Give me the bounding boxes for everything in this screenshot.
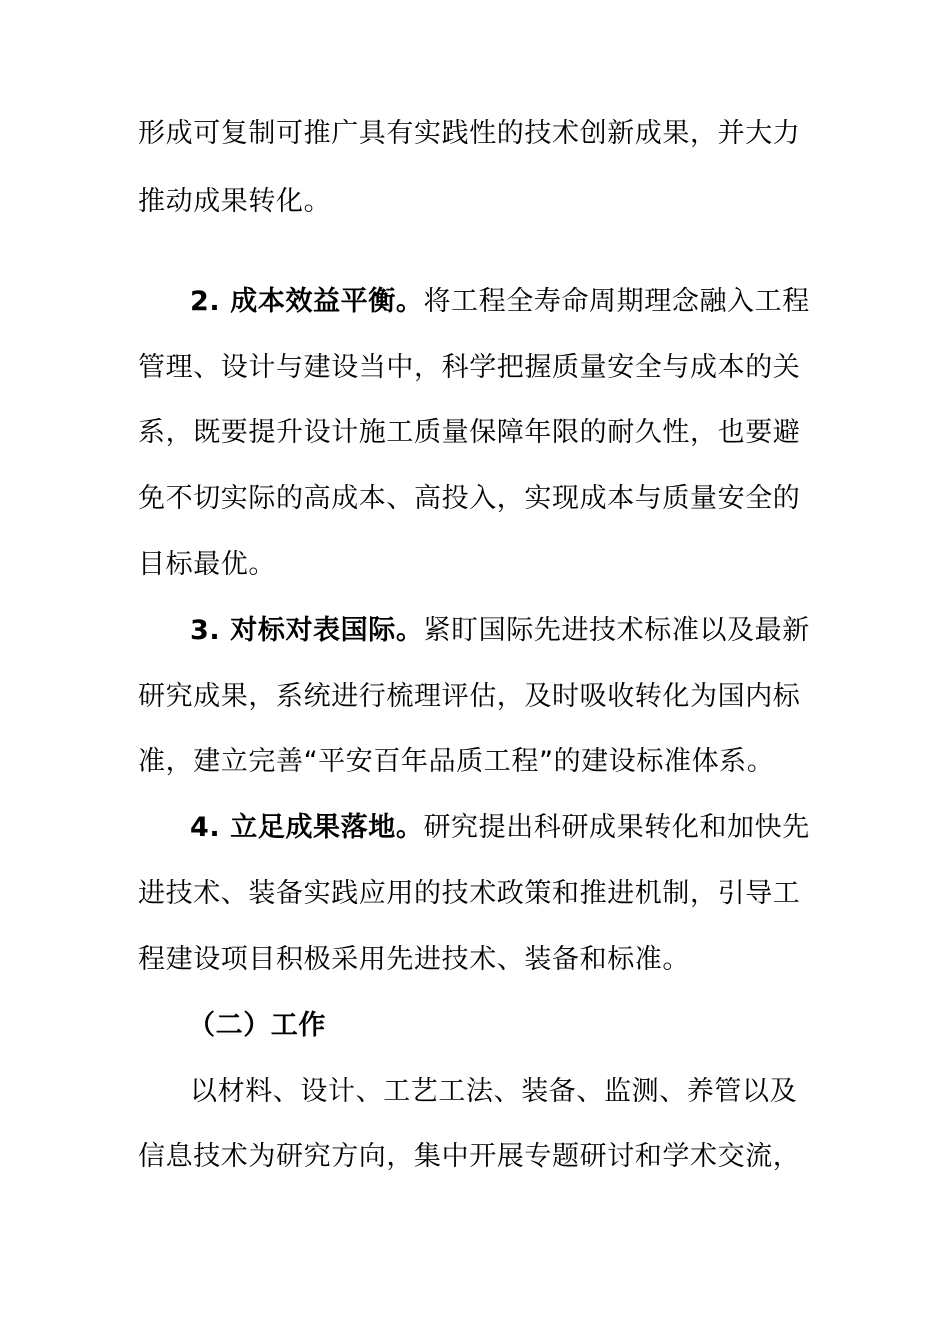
item-2-text: 将工程全寿命周期理念融入工程 (423, 286, 810, 317)
item-4-line-2: 进技术、装备实践应用的技术政策和推进机制，引导工 (138, 878, 801, 909)
intro-line-2: 推动成果转化。 (138, 186, 332, 217)
item-2-title: 2. 成本效益平衡。 (190, 286, 424, 317)
item-2-line-1 (190, 285, 810, 319)
section-2-heading: （二）工作 (188, 1010, 326, 1041)
item-4-title: 4. 立足成果落地。 (190, 812, 424, 843)
item-2-line-4: 免不切实际的高成本、高投入，实现成本与质量安全的 (138, 483, 801, 514)
item-3-line-3: 准，建立完善“平安百年品质工程”的建设标准体系。 (138, 746, 775, 777)
item-3-line-2: 研究成果，系统进行梳理评估，及时吸收转化为国内标 (138, 681, 801, 712)
section-2-line-2: 信息技术为研究方向，集中开展专题研讨和学术交流， (138, 1141, 801, 1172)
item-4-line-3: 程建设项目积极采用先进技术、装备和标准。 (138, 944, 690, 975)
item-3-line-1 (190, 614, 810, 648)
item-4-text: 研究提出科研成果转化和加快先 (423, 812, 810, 843)
item-2-line-2: 管理、设计与建设当中，科学把握质量安全与成本的关 (138, 352, 801, 383)
item-3-title: 3. 对标对表国际。 (190, 615, 424, 646)
item-3-text: 紧盯国际先进技术标准以及最新 (423, 615, 810, 646)
intro-line-1: 形成可复制可推广具有实践性的技术创新成果，并大力 (138, 118, 801, 149)
item-2-line-5: 目标最优。 (138, 549, 276, 580)
item-4-line-1 (190, 811, 810, 845)
item-2-line-3: 系，既要提升设计施工质量保障年限的耐久性，也要避 (138, 417, 801, 448)
section-2-line-1: 以材料、设计、工艺工法、装备、监测、养管以及 (190, 1076, 798, 1107)
